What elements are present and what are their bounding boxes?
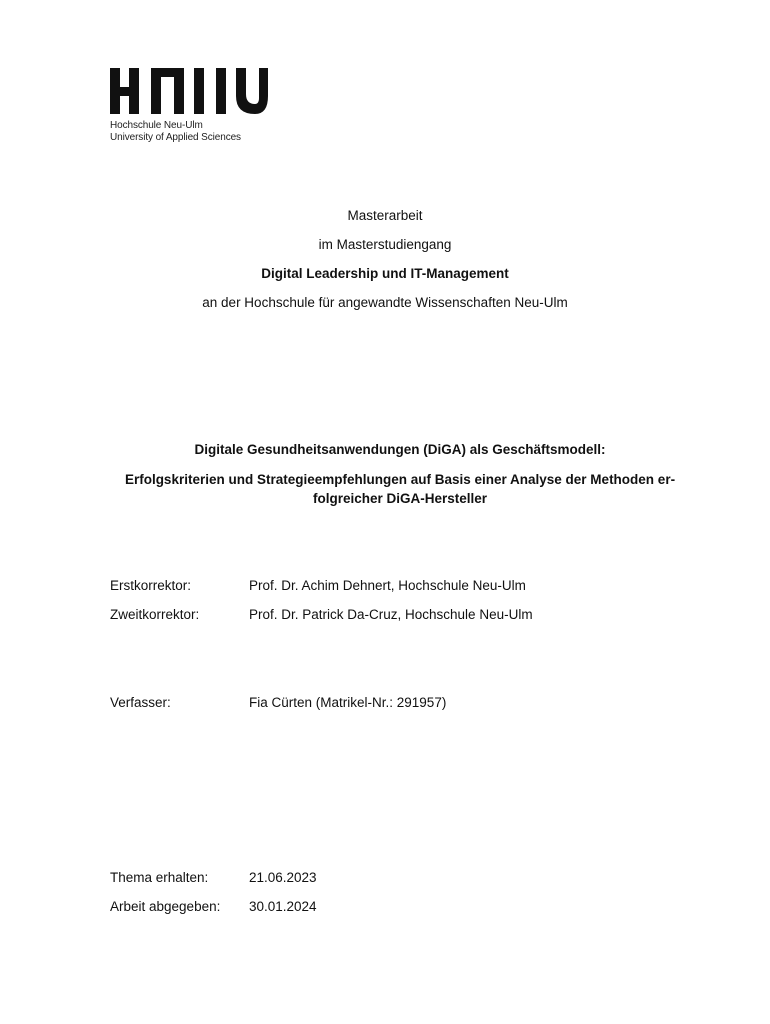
program-name: Digital Leadership und IT-Management — [261, 266, 509, 281]
author-value: Fia Cürten (Matrikel-Nr.: 291957) — [249, 695, 447, 710]
submitted-value: 30.01.2024 — [249, 899, 317, 914]
topic-received-label: Thema erhalten: — [110, 870, 209, 885]
first-examiner-label: Erstkorrektor: — [110, 578, 192, 593]
institution: an der Hochschule für angewandte Wissenschaften Neu-Ulm — [202, 295, 568, 310]
second-examiner-label: Zweitkorrektor: — [110, 607, 200, 622]
logo-line-1: Hochschule Neu-Ulm — [110, 120, 203, 131]
hnu-wordmark-icon — [110, 66, 268, 114]
hnu-logo — [110, 66, 268, 144]
thesis-type: Masterarbeit — [347, 208, 423, 223]
submitted-label: Arbeit abgegeben: — [110, 899, 221, 914]
thesis-title: Digitale Gesundheitsanwendungen (DiGA) als Geschäftsmodell: — [194, 442, 606, 457]
logo-line-2: University of Applied Sciences — [110, 132, 241, 143]
first-examiner-value: Prof. Dr. Achim Dehnert, Hochschule Neu-Ulm — [249, 578, 526, 593]
thesis-subtitle-line-1: Erfolgskriterien und Strategieempfehlungen auf Basis einer Analyse der Methoden er- — [124, 472, 676, 487]
second-examiner-value: Prof. Dr. Patrick Da-Cruz, Hochschule Neu-Ulm — [249, 607, 533, 622]
author-label: Verfasser: — [110, 695, 171, 710]
thesis-subtitle-line-2: folgreicher DiGA-Hersteller — [312, 491, 488, 506]
program-intro: im Masterstudiengang — [318, 237, 452, 252]
topic-received-value: 21.06.2023 — [249, 870, 317, 885]
